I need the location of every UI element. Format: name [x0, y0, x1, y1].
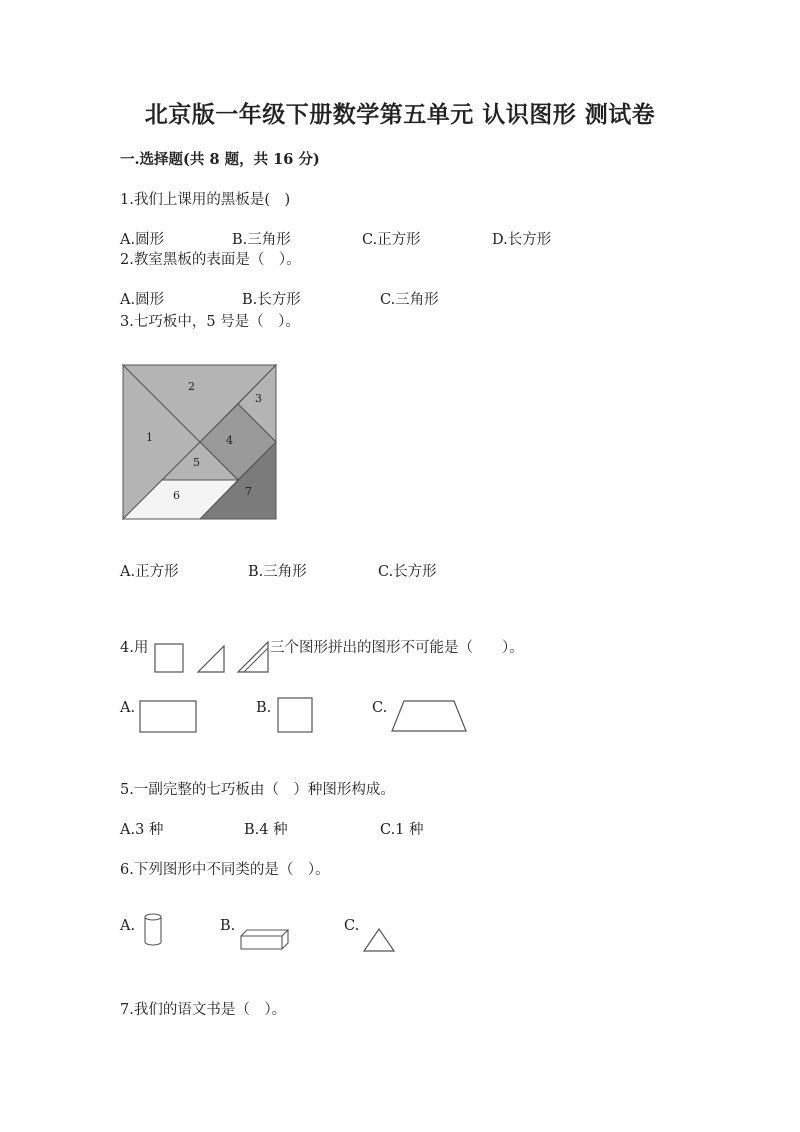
q4-shapes — [152, 640, 270, 674]
question-4-prefix: 4.用 — [120, 640, 149, 656]
q3-option-b[interactable]: B.三角形 — [248, 564, 307, 580]
question-2: 2.教室黑板的表面是（ ）。 — [120, 252, 301, 268]
q4-option-a[interactable]: A. — [120, 700, 136, 716]
tangram-label-6: 6 — [173, 489, 180, 502]
q1-option-c[interactable]: C.正方形 — [362, 232, 421, 248]
tangram-label-3: 3 — [255, 392, 262, 405]
cuboid-shape — [238, 928, 292, 952]
question-7: 7.我们的语文书是（ ）。 — [120, 1002, 287, 1018]
question-1: 1.我们上课用的黑板是( ) — [120, 192, 291, 208]
tangram-label-1: 1 — [146, 431, 153, 444]
tangram-label-2: 2 — [188, 380, 195, 393]
q6-option-a[interactable]: A. — [120, 918, 136, 934]
page-title: 北京版一年级下册数学第五单元 认识图形 测试卷 — [144, 101, 656, 128]
q1-option-b[interactable]: B.三角形 — [232, 232, 291, 248]
q5-option-a[interactable]: A.3 种 — [120, 822, 164, 838]
trapezoid-shape — [390, 698, 470, 734]
q5-option-c[interactable]: C.1 种 — [380, 822, 424, 838]
q5-option-b[interactable]: B.4 种 — [244, 822, 288, 838]
square-shape — [276, 696, 316, 734]
q2-option-c[interactable]: C.三角形 — [380, 292, 439, 308]
q3-option-a[interactable]: A.正方形 — [120, 564, 179, 580]
q2-option-a[interactable]: A.圆形 — [120, 292, 165, 308]
q6-option-c[interactable]: C. — [344, 918, 360, 934]
small-triangle-shape — [198, 646, 224, 672]
q4-option-b[interactable]: B. — [256, 700, 272, 716]
triangle-shape — [362, 926, 398, 954]
tangram-figure — [120, 362, 280, 522]
question-5: 5.一副完整的七巧板由（ ）种图形构成。 — [120, 782, 395, 798]
q4-option-c[interactable]: C. — [372, 700, 388, 716]
tangram-label-7: 7 — [245, 485, 252, 498]
question-6: 6.下列图形中不同类的是（ ）。 — [120, 862, 330, 878]
q1-option-a[interactable]: A.圆形 — [120, 232, 165, 248]
q2-option-b[interactable]: B.长方形 — [242, 292, 301, 308]
tangram-label-5: 5 — [193, 456, 200, 469]
large-triangle-shape — [238, 642, 268, 672]
q3-option-c[interactable]: C.长方形 — [378, 564, 437, 580]
small-square-shape — [155, 644, 183, 672]
question-4: 三个图形拼出的图形不可能是（ ）。 — [270, 640, 524, 656]
cylinder-shape — [142, 912, 166, 948]
section-heading: 一.选择题(共 8 题，共 16 分) — [120, 151, 320, 168]
question-3: 3.七巧板中，5 号是（ ）。 — [120, 314, 300, 330]
q1-option-d[interactable]: D.长方形 — [492, 232, 552, 248]
tangram-label-4: 4 — [226, 434, 233, 447]
rectangle-shape — [138, 698, 198, 734]
q6-option-b[interactable]: B. — [220, 918, 236, 934]
